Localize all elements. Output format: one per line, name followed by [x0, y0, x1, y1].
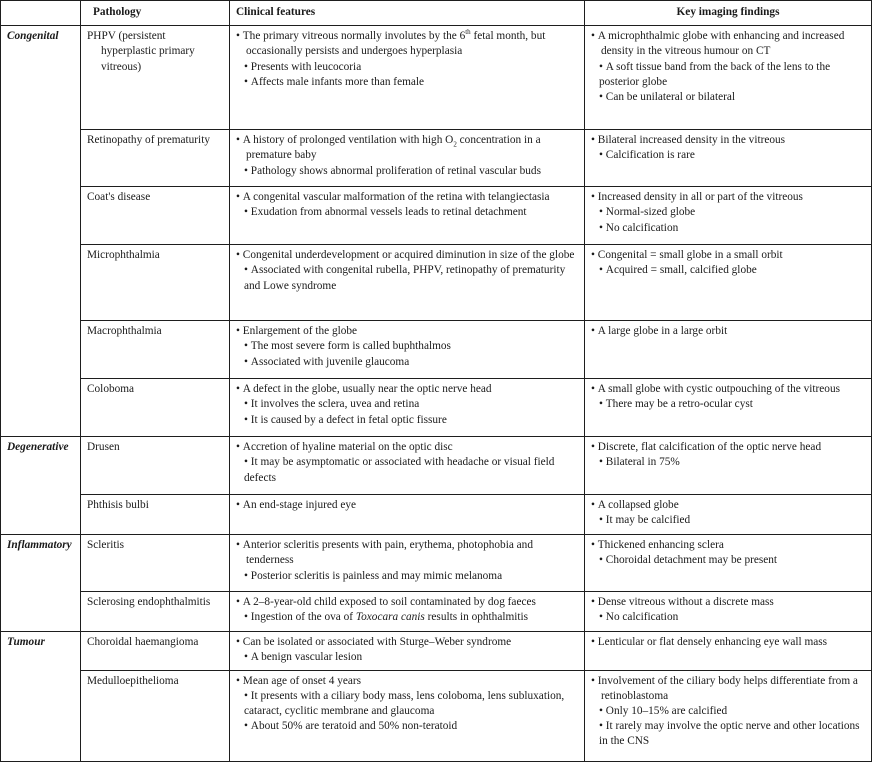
pathology-name: Coloboma [87, 383, 135, 396]
bullet-item [236, 324, 578, 339]
bullet-text: There may be a retro-ocular cyst [605, 398, 753, 411]
bullet-icon [599, 705, 606, 717]
bullet-icon [236, 134, 243, 146]
bullet-text: Dense vitreous without a discrete mass [597, 596, 774, 609]
sub-bullet-item [591, 205, 865, 220]
bullet-text: Associated with juvenile glaucoma [250, 355, 410, 368]
bullet-text: No calcification [605, 611, 679, 624]
bullet-item [236, 190, 578, 205]
imaging-findings-cell [585, 592, 872, 632]
bullet-text: Congenital = small globe in a small orbit [597, 249, 783, 262]
bullet-text: Thickened enhancing sclera [597, 539, 724, 552]
imaging-findings-cell [585, 535, 872, 592]
pathology-name: Choroidal haemangioma [87, 636, 199, 649]
bullet-icon [244, 570, 251, 582]
bullet-icon [591, 325, 598, 337]
bullet-text: A defect in the globe, usually near the optic nerve head [242, 383, 492, 396]
bullet-icon [599, 61, 606, 73]
bullet-icon [244, 720, 251, 732]
bullet-text: About 50% are teratoid and 50% non-teratoid [250, 720, 458, 733]
pathology-cell [81, 379, 230, 437]
table-body [1, 26, 872, 761]
bullet-text: Enlargement of the globe [242, 325, 358, 338]
bullet-item [591, 324, 865, 339]
bullet-icon [244, 61, 251, 73]
bullet-item [236, 538, 578, 568]
pathology-cell [81, 632, 230, 670]
table-row [1, 321, 872, 379]
bullet-text: Can be unilateral or bilateral [605, 91, 736, 104]
bullet-item [591, 248, 865, 263]
bullet-icon [244, 651, 251, 663]
pathology-name: Microphthalmia [87, 249, 160, 262]
bullet-text: The most severe form is called buphthalmos [250, 340, 451, 353]
bullet-text: An end-stage injured eye [242, 499, 357, 512]
clinical-features-cell [230, 130, 585, 187]
bullet-icon [599, 398, 606, 410]
bullet-item [236, 635, 578, 650]
bullet-text: A small globe with cystic outpouching of the vitreous [597, 383, 841, 396]
bullet-item [591, 674, 865, 704]
clinical-features-cell [230, 187, 585, 245]
bullet-item [236, 440, 578, 455]
table-row [1, 592, 872, 632]
sub-bullet-item [236, 164, 578, 179]
bullet-text: Bilateral in 75% [605, 456, 680, 469]
bullet-item [236, 382, 578, 397]
sub-bullet-item [591, 553, 865, 568]
bullet-text: A 2–8-year-old child exposed to soil contaminated by dog faeces [242, 596, 536, 609]
bullet-icon [599, 206, 606, 218]
bullet-icon [236, 499, 243, 511]
sub-bullet-item [591, 60, 865, 90]
category-cell: Inflammatory [1, 535, 81, 632]
pathology-name: Macrophthalmia [87, 325, 162, 338]
bullet-text: Exudation from abnormal vessels leads to retinal detachment [250, 206, 527, 219]
bullet-text: Involvement of the ciliary body helps differentiate from a retinoblastoma [597, 674, 858, 702]
imaging-findings-cell [585, 632, 872, 670]
bullet-icon [244, 414, 251, 426]
bullet-icon [236, 636, 243, 648]
bullet-icon [244, 398, 251, 410]
bullet-icon [599, 91, 606, 103]
category-cell: Tumour [1, 632, 81, 761]
bullet-text: A large globe in a large orbit [597, 325, 728, 338]
bullet-item [591, 440, 865, 455]
bullet-icon [236, 30, 243, 42]
pathology-name: Phthisis bulbi [87, 499, 149, 512]
bullet-text: Increased density in all or part of the vitreous [597, 191, 803, 204]
bullet-text: A history of prolonged ventilation with high $O_2$ concentration in a premature baby [242, 134, 541, 162]
bullet-icon [591, 636, 598, 648]
bullet-item [591, 538, 865, 553]
pathology-cell [81, 437, 230, 495]
clinical-features-cell [230, 245, 585, 321]
sub-bullet-item [236, 719, 578, 734]
table-row [1, 245, 872, 321]
bullet-icon [591, 134, 598, 146]
bullet-icon [599, 720, 606, 732]
sub-bullet-item [591, 610, 865, 625]
sub-bullet-item [591, 221, 865, 236]
bullet-item [591, 382, 865, 397]
bullet-icon [244, 206, 251, 218]
sub-bullet-item [236, 397, 578, 412]
bullet-icon [244, 611, 251, 623]
clinical-features-cell [230, 495, 585, 535]
bullet-text: It is caused by a defect in fetal optic fissure [250, 413, 447, 426]
imaging-findings-cell [585, 245, 872, 321]
bullet-icon [599, 514, 606, 526]
pathology-name: PHPV (persistent hyperplastic primary vitreous) [87, 30, 195, 73]
bullet-icon [236, 596, 243, 608]
imaging-findings-cell [585, 670, 872, 761]
bullet-icon [599, 554, 606, 566]
bullet-icon [236, 191, 243, 203]
bullet-text: Choroidal detachment may be present [605, 554, 778, 567]
bullet-icon [236, 675, 243, 687]
bullet-item [591, 133, 865, 148]
bullet-text: Anterior scleritis presents with pain, erythema, photophobia and tenderness [242, 539, 533, 567]
bullet-icon [244, 264, 251, 276]
sub-bullet-item [591, 148, 865, 163]
category-cell: Degenerative [1, 437, 81, 535]
sub-bullet-item [591, 704, 865, 719]
bullet-item [236, 248, 578, 263]
bullet-icon [591, 191, 598, 203]
bullet-item [236, 133, 578, 163]
bullet-item [236, 595, 578, 610]
bullet-text: Lenticular or flat densely enhancing eye wall mass [597, 636, 828, 649]
clinical-features-cell [230, 437, 585, 495]
sub-bullet-item [236, 263, 578, 293]
bullet-text: Associated with congenital rubella, PHPV, retinopathy of prematurity and Lowe syndrome [244, 264, 566, 292]
bullet-text: Accretion of hyaline material on the optic disc [242, 441, 453, 454]
table-row [1, 437, 872, 495]
bullet-item [236, 674, 578, 689]
imaging-findings-cell [585, 379, 872, 437]
pathology-name: Coat's disease [87, 191, 151, 204]
pathology-cell [81, 321, 230, 379]
clinical-features-cell [230, 592, 585, 632]
bullet-item [591, 498, 865, 513]
bullet-text: A collapsed globe [597, 499, 679, 512]
bullet-text: Presents with leucocoria [250, 60, 362, 73]
header-key-imaging-findings: Key imaging findings [585, 1, 872, 26]
table-row [1, 187, 872, 245]
bullet-text: Calcification is rare [605, 149, 695, 162]
bullet-icon [244, 690, 251, 702]
bullet-icon [244, 76, 251, 88]
imaging-findings-cell [585, 26, 872, 130]
bullet-icon [244, 456, 251, 468]
imaging-findings-cell [585, 437, 872, 495]
sub-bullet-item [236, 650, 578, 665]
sub-bullet-item [591, 263, 865, 278]
table-row [1, 670, 872, 761]
bullet-text: It rarely may involve the optic nerve and other locations in the CNS [599, 720, 860, 748]
sub-bullet-item [236, 339, 578, 354]
bullet-icon [591, 675, 598, 687]
pathology-cell [81, 26, 230, 130]
bullet-icon [591, 441, 598, 453]
bullet-text: It may be asymptomatic or associated with headache or visual field defects [244, 456, 555, 484]
sub-bullet-item [236, 205, 578, 220]
clinical-features-cell [230, 321, 585, 379]
bullet-text: A benign vascular lesion [250, 651, 363, 664]
bullet-icon [591, 596, 598, 608]
pathology-name: Drusen [87, 441, 120, 454]
table-row [1, 535, 872, 592]
bullet-icon [244, 165, 251, 177]
bullet-text: It may be calcified [605, 514, 691, 527]
bullet-icon [599, 222, 606, 234]
bullet-text: Ingestion of the ova of Toxocara canis results in ophthalmitis [250, 611, 529, 624]
bullet-item [236, 29, 578, 59]
bullet-text: Pathology shows abnormal proliferation of retinal vascular buds [250, 164, 541, 177]
sub-bullet-item [591, 513, 865, 528]
sub-bullet-item [236, 413, 578, 428]
clinical-features-cell [230, 670, 585, 761]
bullet-text: Can be isolated or associated with Sturge–Weber syndrome [242, 636, 512, 649]
bullet-text: It involves the sclera, uvea and retina [250, 398, 420, 411]
category-cell: Congenital [1, 26, 81, 437]
clinical-features-cell [230, 26, 585, 130]
table-row [1, 495, 872, 535]
bullet-text: It presents with a ciliary body mass, lens coloboma, lens subluxation, cataract, cyclitic membrane and glaucoma [244, 689, 565, 718]
imaging-findings-cell [585, 321, 872, 379]
bullet-icon [236, 383, 243, 395]
bullet-icon [244, 356, 251, 368]
sub-bullet-item [236, 569, 578, 584]
pathology-cell [81, 535, 230, 592]
bullet-icon [591, 30, 598, 42]
bullet-text: Discrete, flat calcification of the optic nerve head [597, 441, 822, 454]
sub-bullet-item [236, 610, 578, 625]
bullet-item [236, 498, 578, 513]
pathology-name: Scleritis [87, 539, 125, 552]
bullet-item [591, 595, 865, 610]
bullet-text: No calcification [605, 221, 679, 234]
bullet-icon [236, 325, 243, 337]
sub-bullet-item [236, 689, 578, 719]
bullet-icon [591, 249, 598, 261]
bullet-icon [599, 611, 606, 623]
bullet-text: A congenital vascular malformation of the retina with telangiectasia [242, 191, 550, 204]
imaging-findings-cell [585, 495, 872, 535]
bullet-text: Affects male infants more than female [250, 75, 425, 88]
sub-bullet-item [236, 455, 578, 485]
header-pathology: Pathology [81, 1, 230, 26]
bullet-text: A microphthalmic globe with enhancing and increased density in the vitreous humour on CT [597, 30, 845, 58]
bullet-item [591, 190, 865, 205]
bullet-text: Mean age of onset 4 years [242, 674, 362, 687]
bullet-icon [244, 340, 251, 352]
table-row [1, 130, 872, 187]
bullet-icon [236, 539, 243, 551]
bullet-text: Acquired = small, calcified globe [605, 264, 757, 277]
header-category [1, 1, 81, 26]
pathology-cell [81, 130, 230, 187]
table-row [1, 26, 872, 130]
pathology-name: Sclerosing endophthalmitis [87, 596, 211, 609]
bullet-text: Posterior scleritis is painless and may mimic melanoma [250, 569, 503, 582]
pathology-cell [81, 245, 230, 321]
pathology-cell [81, 187, 230, 245]
pathology-name: Medulloepithelioma [87, 674, 179, 687]
sub-bullet-item [236, 60, 578, 75]
sub-bullet-item [591, 397, 865, 412]
bullet-icon [591, 499, 598, 511]
clinical-features-cell [230, 632, 585, 670]
bullet-item [591, 635, 865, 650]
bullet-icon [599, 456, 606, 468]
bullet-text: A soft tissue band from the back of the lens to the posterior globe [599, 60, 831, 88]
bullet-text: Congenital underdevelopment or acquired diminution in size of the globe [242, 249, 575, 262]
bullet-item [591, 29, 865, 59]
imaging-findings-cell [585, 130, 872, 187]
pathology-name: Retinopathy of prematurity [87, 134, 210, 147]
bullet-icon [599, 149, 606, 161]
sub-bullet-item [591, 90, 865, 105]
pathology-cell [81, 592, 230, 632]
imaging-findings-cell [585, 187, 872, 245]
sub-bullet-item [236, 75, 578, 90]
header-row [1, 1, 872, 26]
bullet-text: Normal-sized globe [605, 206, 696, 219]
bullet-icon [599, 264, 606, 276]
bullet-icon [591, 383, 598, 395]
bullet-text: The primary vitreous normally involutes by the 6th fetal month, but occasionally persists and undergoes hyperplasia [242, 28, 546, 58]
sub-bullet-item [236, 355, 578, 370]
header-clinical-features: Clinical features [230, 1, 585, 26]
bullet-icon [591, 539, 598, 551]
pathology-cell [81, 670, 230, 761]
pathology-cell [81, 495, 230, 535]
table-row [1, 632, 872, 670]
sub-bullet-item [591, 455, 865, 470]
clinical-features-cell [230, 379, 585, 437]
clinical-features-cell [230, 535, 585, 592]
bullet-icon [236, 441, 243, 453]
table-row [1, 379, 872, 437]
bullet-text: Bilateral increased density in the vitreous [597, 134, 786, 147]
bullet-text: Only 10–15% are calcified [605, 705, 728, 718]
bullet-icon [236, 249, 243, 261]
